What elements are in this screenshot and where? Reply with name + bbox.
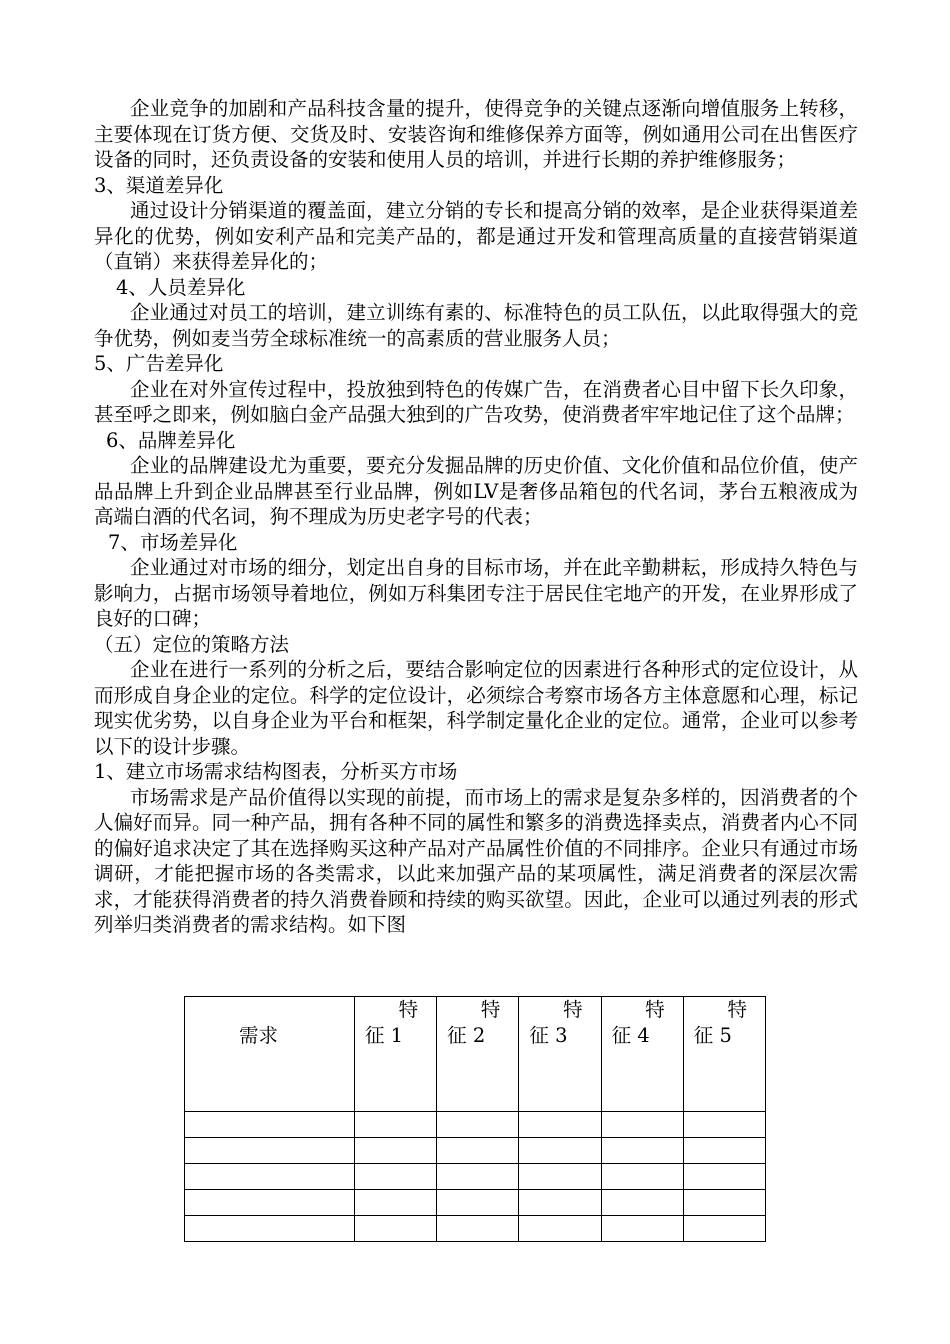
table-cell (354, 1190, 436, 1216)
paragraph-value-added-service: 企业竞争的加剧和产品科技含量的提升，使得竞争的关键点逐渐向增值服务上转移，主要体现在订货方便、交货及时、安装咨询和维修保养方面等，例如通用公司在出售医疗设备的同时，还负责设备的安装和使用人员的培训，并进行长期的养护维修服务； (94, 97, 858, 171)
table-cell (437, 1216, 519, 1242)
header-cell-feature-2 (437, 997, 519, 1112)
heading-market-differentiation: 7、市场差异化 (108, 530, 238, 554)
table-cell (683, 1164, 765, 1190)
paragraph-demand: 市场需求是产品价值得以实现的前提，而市场上的需求是复杂多样的，因消费者的个人偏好而异。同一种产品，拥有各种不同的属性和繁多的消费选择卖点，消费者内心不同的偏好追求决定了其在选择购买这种产品对产品属性价值的不同排序。企业只有通过市场调研，才能把握市场的各类需求，以此来加强产品的某项属性，满足消费者的深层次需求，才能获得消费者的持久消费眷顾和持续的购买欲望。因此，企业可以通过列表的形式列举归类消费者的需求结构。如下图 (94, 785, 858, 936)
table-cell (683, 1112, 765, 1138)
feature-1-bottom: 征 1 (364, 1023, 404, 1047)
table-row (185, 1112, 766, 1138)
header-cell-need: 需求 (185, 997, 355, 1112)
table-cell (683, 1190, 765, 1216)
heading-advertising-differentiation: 5、广告差异化 (94, 352, 224, 375)
table-cell (437, 1164, 519, 1190)
paragraph-brand: 企业的品牌建设尤为重要，要充分发掘品牌的历史价值、文化价值和品位价值，使产品品牌上升到企业品牌甚至行业品牌，例如LV是奢侈品箱包的代名词，茅台五粮液成为高端白酒的代名词，狗不理成为历史老字号的代表； (94, 454, 858, 528)
feature-2-bottom: 征 2 (447, 1023, 486, 1047)
table-cell (601, 1190, 683, 1216)
paragraph-personnel: 企业通过对员工的培训，建立训练有素的、标准特色的员工队伍，以此取得强大的竞争优势，例如麦当劳全球标准统一的高素质的营业服务人员； (94, 301, 858, 350)
feature-3-bottom: 征 3 (529, 1023, 568, 1047)
table-cell (185, 1164, 355, 1190)
table-header-row (185, 997, 766, 1112)
table-cell (437, 1138, 519, 1164)
feature-5-top: 特 (727, 998, 747, 1021)
table-cell (601, 1138, 683, 1164)
header-cell-feature-1 (354, 997, 436, 1112)
table-cell (437, 1190, 519, 1216)
table-cell (519, 1112, 601, 1138)
table-row (185, 1164, 766, 1190)
paragraph-positioning: 企业在进行一系列的分析之后，要结合影响定位的因素进行各种形式的定位设计，从而形成自身企业的定位。科学的定位设计，必须综合考察市场各方主体意愿和心理，标记现实优劣势，以自身企业为平台和框架，科学制定量化企业的定位。通常，企业可以参考以下的设计步骤。 (94, 658, 858, 758)
feature-5-bottom: 征 5 (693, 1023, 732, 1047)
table-row (185, 1138, 766, 1164)
table-cell (683, 1138, 765, 1164)
table-cell (185, 1138, 355, 1164)
document-body (94, 96, 858, 938)
table-cell (185, 1112, 355, 1138)
table-row (185, 1190, 766, 1216)
header-cell-feature-4 (601, 997, 683, 1112)
heading-personnel-differentiation: 4、人员差异化 (116, 275, 246, 299)
table-cell (519, 1216, 601, 1242)
table-cell (601, 1112, 683, 1138)
feature-3-top: 特 (563, 998, 583, 1021)
header-cell-feature-3 (519, 997, 601, 1112)
table-cell (601, 1164, 683, 1190)
table-cell (354, 1164, 436, 1190)
table-cell (354, 1112, 436, 1138)
feature-1-top: 特 (398, 998, 419, 1021)
feature-2-top: 特 (480, 998, 501, 1021)
table-cell (185, 1190, 355, 1216)
table-cell (683, 1216, 765, 1242)
table-cell (354, 1138, 436, 1164)
heading-channel-differentiation: 3、渠道差异化 (94, 173, 224, 197)
table-cell (519, 1190, 601, 1216)
table-cell (519, 1138, 601, 1164)
heading-positioning-strategy: （五）定位的策略方法 (94, 632, 290, 656)
header-cell-feature-5 (683, 997, 765, 1112)
paragraph-channel: 通过设计分销渠道的覆盖面，建立分销的专长和提高分销的效率，是企业获得渠道差异化的优势，例如安利产品和完美产品的，都是通过开发和管理高质量的直接营销渠道（直销）来获得差异化的； (94, 199, 858, 273)
table-cell (519, 1164, 601, 1190)
feature-4-top: 特 (645, 998, 665, 1021)
paragraph-advertising: 企业在对外宣传过程中，投放独到特色的传媒广告，在消费者心目中留下长久印象，甚至呼之即来，例如脑白金产品强大独到的广告攻势，使消费者牢牢地记住了这个品牌； (94, 377, 858, 426)
heading-brand-differentiation: 6、品牌差异化 (106, 428, 236, 452)
table-cell (601, 1216, 683, 1242)
table-cell (354, 1216, 436, 1242)
feature-4-bottom: 征 4 (611, 1023, 650, 1047)
table-cell (437, 1112, 519, 1138)
paragraph-market: 企业通过对市场的细分，划定出自身的目标市场，并在此辛勤耕耘，形成持久特色与影响力，占据市场领导着地位，例如万科集团专注于居民住宅地产的开发，在业界形成了良好的口碑； (94, 556, 858, 630)
table-row (185, 1216, 766, 1242)
heading-demand-structure: 1、建立市场需求结构图表，分析买方市场 (94, 760, 458, 783)
table-cell (185, 1216, 355, 1242)
demand-structure-table (184, 996, 766, 1242)
